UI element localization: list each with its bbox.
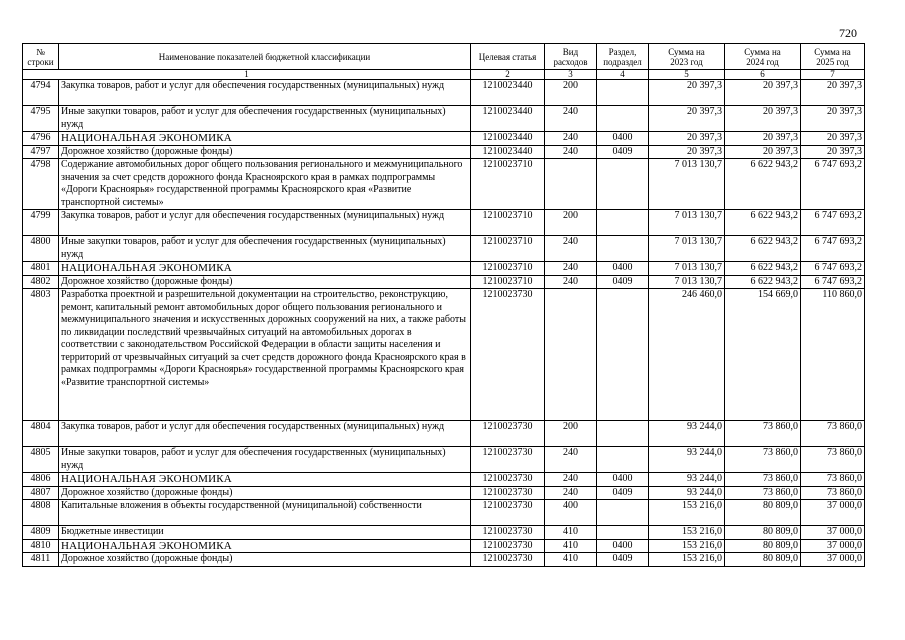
row-target-code: 1210023440 [471,132,545,146]
row-name: Дорожное хозяйство (дорожные фонды) [59,486,471,500]
row-number: 4801 [23,262,59,276]
row-sum-2025: 20 397,3 [801,145,865,159]
row-target-code: 1210023710 [471,262,545,276]
row-section: 0409 [597,145,649,159]
row-sum-2023: 153 216,0 [649,553,725,567]
row-section [597,526,649,540]
row-section: 0400 [597,473,649,487]
row-target-code: 1210023730 [471,421,545,447]
row-target-code: 1210023710 [471,275,545,289]
row-sum-2023: 20 397,3 [649,145,725,159]
row-expense-type: 410 [545,553,597,567]
row-name: Иные закупки товаров, работ и услуг для обеспечения государственных (муниципальных) нужд [59,106,471,132]
row-expense-type: 240 [545,236,597,262]
row-sum-2024: 6 622 943,2 [725,236,801,262]
table-row [23,421,865,447]
row-name: Закупка товаров, работ и услуг для обеспечения государственных (муниципальных) нужд [59,210,471,236]
row-number: 4808 [23,500,59,526]
header-code: Целевая статья [471,44,545,70]
row-sum-2025: 73 860,0 [801,421,865,447]
row-section [597,106,649,132]
row-number: 4804 [23,421,59,447]
row-sum-2023: 93 244,0 [649,421,725,447]
row-section [597,210,649,236]
header-row [23,44,865,70]
row-sum-2023: 93 244,0 [649,486,725,500]
row-section [597,421,649,447]
row-section: 0409 [597,553,649,567]
table-row [23,132,865,146]
row-sum-2025: 73 860,0 [801,447,865,473]
row-name: Дорожное хозяйство (дорожные фонды) [59,553,471,567]
row-sum-2025: 6 747 693,2 [801,159,865,210]
row-sum-2025: 6 747 693,2 [801,262,865,276]
row-target-code: 1210023730 [471,500,545,526]
row-section [597,500,649,526]
row-target-code: 1210023730 [471,553,545,567]
row-target-code: 1210023730 [471,539,545,553]
row-section [597,289,649,421]
column-index: 7 [801,70,865,80]
row-section [597,159,649,210]
header-razdel: Раздел, подраздел [597,44,649,70]
row-sum-2024: 6 622 943,2 [725,210,801,236]
row-sum-2023: 246 460,0 [649,289,725,421]
row-sum-2024: 73 860,0 [725,486,801,500]
table-row [23,473,865,487]
row-expense-type: 240 [545,275,597,289]
row-expense-type: 240 [545,145,597,159]
row-sum-2024: 73 860,0 [725,421,801,447]
row-sum-2023: 7 013 130,7 [649,159,725,210]
table-row [23,159,865,210]
row-number: 4810 [23,539,59,553]
row-number: 4796 [23,132,59,146]
row-expense-type: 240 [545,447,597,473]
column-index: 1 [23,70,471,80]
table-row [23,262,865,276]
row-expense-type: 200 [545,210,597,236]
row-target-code: 1210023730 [471,289,545,421]
row-number: 4806 [23,473,59,487]
row-sum-2025: 20 397,3 [801,106,865,132]
row-sum-2024: 80 809,0 [725,539,801,553]
table-row [23,80,865,106]
row-name: НАЦИОНАЛЬНАЯ ЭКОНОМИКА [59,262,471,276]
budget-table [22,43,865,567]
row-section: 0400 [597,262,649,276]
table-row [23,539,865,553]
header-name: Наименование показателей бюджетной классификации [59,44,471,70]
row-sum-2023: 93 244,0 [649,473,725,487]
table-row [23,526,865,540]
table-row [23,210,865,236]
table-row [23,289,865,421]
row-name: Закупка товаров, работ и услуг для обеспечения государственных (муниципальных) нужд [59,80,471,106]
row-number: 4794 [23,80,59,106]
row-expense-type: 200 [545,80,597,106]
row-section [597,447,649,473]
row-section: 0400 [597,539,649,553]
column-index: 2 [471,70,545,80]
row-target-code: 1210023730 [471,486,545,500]
row-section [597,80,649,106]
row-number: 4811 [23,553,59,567]
row-sum-2024: 80 809,0 [725,553,801,567]
row-sum-2025: 73 860,0 [801,473,865,487]
table-row [23,275,865,289]
row-sum-2024: 20 397,3 [725,145,801,159]
row-sum-2025: 6 747 693,2 [801,275,865,289]
row-sum-2025: 37 000,0 [801,500,865,526]
row-expense-type: 400 [545,500,597,526]
row-sum-2025: 6 747 693,2 [801,210,865,236]
row-number: 4809 [23,526,59,540]
row-expense-type [545,289,597,421]
column-index-row [23,70,865,80]
column-index: 6 [725,70,801,80]
row-name: Иные закупки товаров, работ и услуг для обеспечения государственных (муниципальных) нужд [59,236,471,262]
table-row [23,236,865,262]
row-name: Закупка товаров, работ и услуг для обеспечения государственных (муниципальных) нужд [59,421,471,447]
row-sum-2024: 80 809,0 [725,526,801,540]
row-sum-2025: 6 747 693,2 [801,236,865,262]
row-sum-2025: 20 397,3 [801,80,865,106]
row-expense-type: 240 [545,262,597,276]
page-number: 720 [839,26,857,40]
row-sum-2025: 37 000,0 [801,526,865,540]
row-number: 4802 [23,275,59,289]
header-vid: Вид расходов [545,44,597,70]
row-sum-2024: 73 860,0 [725,447,801,473]
column-index: 5 [649,70,725,80]
table-row [23,500,865,526]
row-target-code: 1210023730 [471,473,545,487]
row-sum-2023: 20 397,3 [649,106,725,132]
row-expense-type: 240 [545,132,597,146]
row-target-code: 1210023730 [471,526,545,540]
row-number: 4803 [23,289,59,421]
row-sum-2025: 37 000,0 [801,539,865,553]
row-sum-2023: 153 216,0 [649,526,725,540]
row-sum-2023: 153 216,0 [649,500,725,526]
row-sum-2023: 7 013 130,7 [649,210,725,236]
column-index: 3 [545,70,597,80]
row-sum-2024: 73 860,0 [725,473,801,487]
row-sum-2023: 7 013 130,7 [649,262,725,276]
row-name: Содержание автомобильных дорог общего пользования регионального и межмуниципального значения за счет средств дорожного фонда Красноярского края в рамках подпрограммы «Дороги Красноярья» государственной программы Красноярского края «Развитие транспортной системы» [59,159,471,210]
row-name: Разработка проектной и разрешительной документации на строительство, реконструкцию, ремонт, капитальный ремонт автомобильных дорог общего пользования регионального и межмуниципального значения и искусственных дорожных сооружений на них, а также работы по ликвидации последствий чрезвычайных ситуаций на автомобильных дорогах в соответствии с законодательством Российской Федерации в области защиты населения и территорий от чрезвычайных ситуаций за счет средств дорожного фонда Красноярского края в рамках подпрограммы «Дороги Красноярья» государственной программы Красноярского края «Развитие транспортной системы» [59,289,471,421]
row-target-code: 1210023730 [471,447,545,473]
row-expense-type: 240 [545,106,597,132]
row-sum-2024: 6 622 943,2 [725,275,801,289]
row-section: 0409 [597,275,649,289]
row-expense-type: 410 [545,526,597,540]
row-name: Иные закупки товаров, работ и услуг для обеспечения государственных (муниципальных) нужд [59,447,471,473]
row-number: 4798 [23,159,59,210]
row-sum-2024: 154 669,0 [725,289,801,421]
row-sum-2024: 20 397,3 [725,106,801,132]
row-sum-2023: 7 013 130,7 [649,275,725,289]
row-name: Бюджетные инвестиции [59,526,471,540]
row-expense-type [545,159,597,210]
row-expense-type: 410 [545,539,597,553]
row-sum-2025: 110 860,0 [801,289,865,421]
row-number: 4807 [23,486,59,500]
table-row [23,553,865,567]
table-row [23,106,865,132]
row-section: 0400 [597,132,649,146]
table-row [23,145,865,159]
header-sum-2024: Сумма на 2024 год [725,44,801,70]
row-number: 4805 [23,447,59,473]
row-name: Капитальные вложения в объекты государственной (муниципальной) собственности [59,500,471,526]
row-sum-2024: 80 809,0 [725,500,801,526]
row-expense-type: 240 [545,486,597,500]
row-name: НАЦИОНАЛЬНАЯ ЭКОНОМИКА [59,473,471,487]
row-target-code: 1210023710 [471,210,545,236]
row-target-code: 1210023440 [471,80,545,106]
header-num: № строки [23,44,59,70]
row-expense-type: 200 [545,421,597,447]
row-sum-2025: 73 860,0 [801,486,865,500]
header-sum-2025: Сумма на 2025 год [801,44,865,70]
row-sum-2023: 7 013 130,7 [649,236,725,262]
row-target-code: 1210023440 [471,145,545,159]
row-sum-2024: 20 397,3 [725,80,801,106]
row-number: 4800 [23,236,59,262]
row-target-code: 1210023710 [471,159,545,210]
row-sum-2023: 20 397,3 [649,132,725,146]
row-sum-2024: 6 622 943,2 [725,262,801,276]
row-sum-2023: 153 216,0 [649,539,725,553]
row-sum-2023: 20 397,3 [649,80,725,106]
row-sum-2025: 20 397,3 [801,132,865,146]
row-sum-2024: 20 397,3 [725,132,801,146]
row-name: Дорожное хозяйство (дорожные фонды) [59,275,471,289]
row-section: 0409 [597,486,649,500]
row-name: Дорожное хозяйство (дорожные фонды) [59,145,471,159]
header-sum-2023: Сумма на 2023 год [649,44,725,70]
row-sum-2023: 93 244,0 [649,447,725,473]
column-index: 4 [597,70,649,80]
row-expense-type: 240 [545,473,597,487]
row-name: НАЦИОНАЛЬНАЯ ЭКОНОМИКА [59,132,471,146]
row-number: 4799 [23,210,59,236]
row-number: 4797 [23,145,59,159]
row-target-code: 1210023440 [471,106,545,132]
row-section [597,236,649,262]
table-row [23,486,865,500]
row-sum-2025: 37 000,0 [801,553,865,567]
row-sum-2024: 6 622 943,2 [725,159,801,210]
row-number: 4795 [23,106,59,132]
table-row [23,447,865,473]
row-name: НАЦИОНАЛЬНАЯ ЭКОНОМИКА [59,539,471,553]
row-target-code: 1210023710 [471,236,545,262]
